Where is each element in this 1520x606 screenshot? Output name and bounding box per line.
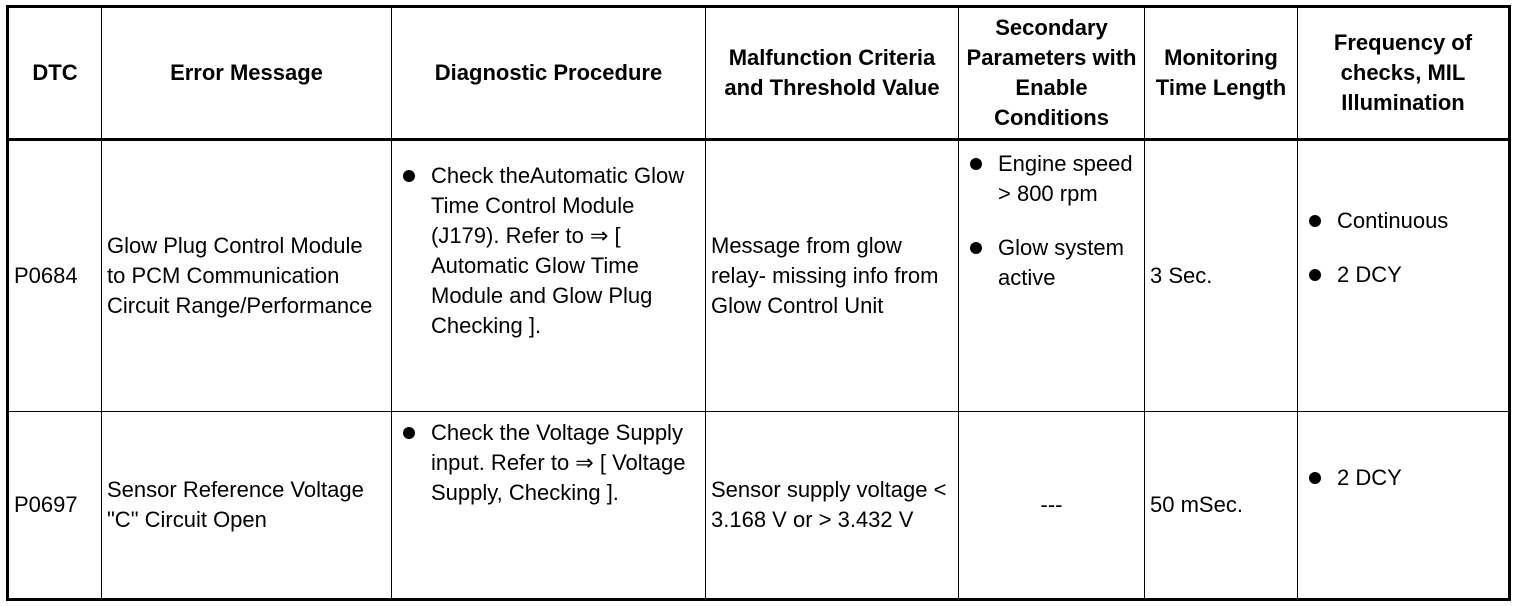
monitoring-time: 3 Sec. [1145,140,1298,412]
bullet-icon [403,427,415,439]
bullet-icon [970,158,982,170]
header-row [8,7,1510,140]
bullet-icon [1309,269,1321,281]
header-malfunction-criteria: Malfunction Criteria and Threshold Value [706,7,959,140]
frequency-text: 2 DCY [1337,262,1402,287]
frequency [1298,140,1510,412]
dtc-code: P0684 [8,140,102,412]
bullet-icon [1309,472,1321,484]
frequency-item [1303,463,1503,493]
dtc-code: P0697 [8,412,102,600]
parameter-text: Engine speed > 800 rpm [998,151,1133,206]
malfunction-criteria: Message from glow relay- missing info from Glow Control Unit [706,140,959,412]
monitoring-time: 50 mSec. [1145,412,1298,600]
header-secondary-parameters: Secondary Parameters with Enable Conditions [959,7,1145,140]
parameter-text: Glow system active [998,235,1124,290]
header-dtc: DTC [8,7,102,140]
diagnostic-procedure [392,140,706,412]
diagnostic-procedure [392,412,706,600]
bullet-icon [403,170,415,182]
header-error-message: Error Message [102,7,392,140]
parameter-item [964,149,1139,209]
secondary-parameters: --- [959,412,1145,600]
procedure-text: Check theAutomatic Glow Time Control Module (J179). Refer to ⇒ [ Automatic Glow Time Module and Glow Plug Checking ]. [431,163,685,338]
parameter-item [964,233,1139,293]
bullet-icon [1309,215,1321,227]
header-frequency: Frequency of checks, MIL Illumination [1298,7,1510,140]
table-row [8,140,1510,412]
frequency [1298,412,1510,600]
bullet-icon [970,242,982,254]
frequency-item [1303,206,1503,236]
table-row [8,412,1510,600]
frequency-item [1303,260,1503,290]
procedure-item [397,418,700,508]
error-message: Sensor Reference Voltage "C" Circuit Open [102,412,392,600]
procedure-text: Check the Voltage Supply input. Refer to ⇒ [ Voltage Supply, Checking ]. [431,420,686,505]
procedure-item [397,161,700,341]
error-message: Glow Plug Control Module to PCM Communication Circuit Range/Performance [102,140,392,412]
frequency-text: Continuous [1337,208,1449,233]
header-diagnostic-procedure: Diagnostic Procedure [392,7,706,140]
malfunction-criteria: Sensor supply voltage < 3.168 V or > 3.432 V [706,412,959,600]
header-monitoring-time: Monitoring Time Length [1145,7,1298,140]
frequency-text: 2 DCY [1337,465,1402,490]
secondary-parameters [959,140,1145,412]
dtc-table [6,5,1511,601]
